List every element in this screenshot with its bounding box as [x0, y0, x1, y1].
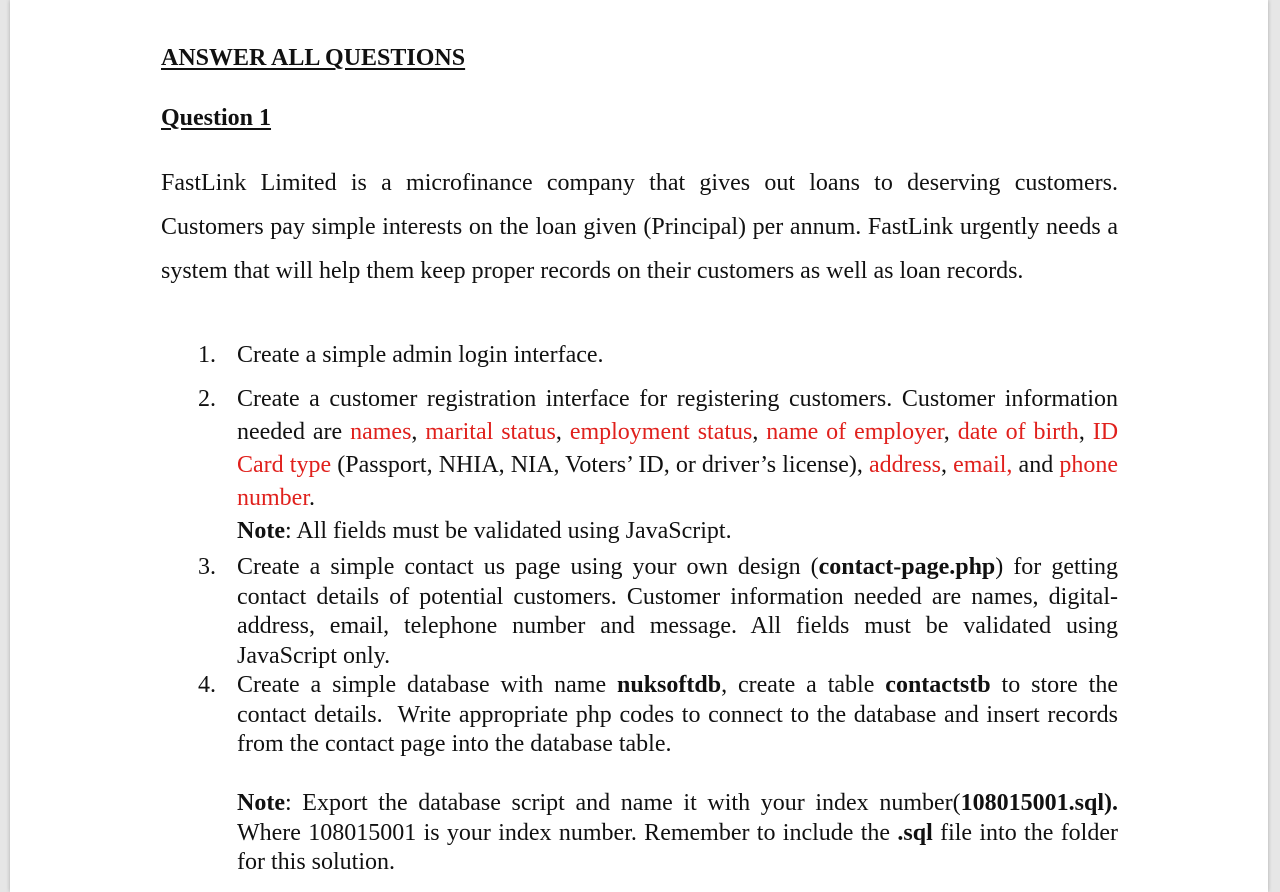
note-file: 108015001.sql).	[960, 790, 1118, 816]
list-number: 4.	[198, 672, 216, 698]
field-date-of-birth: date of birth	[957, 419, 1079, 445]
note-ext: .sql	[897, 819, 933, 846]
table-name: contactstb	[885, 672, 991, 698]
field-names: names	[350, 419, 412, 445]
list-text: Create a simple database with name nuksoftdb, create a table contactstb to store the contact details. Write appropriate php codes to connect to the database and insert records from the contact page into the database table. Note: Export the database script and name it with your index number(108015001.sql). Where 108015001 is your index number. Remember to include the .sql file into the folder for this solution.	[237, 672, 1125, 875]
db-name: nuksoftdb	[617, 672, 722, 698]
filename: contact-page.php	[818, 554, 996, 580]
note-label: Note	[237, 790, 285, 816]
field-name-of-employer: name of employer	[766, 419, 944, 445]
note-label: Note	[237, 518, 285, 544]
document-page	[10, 0, 1268, 892]
question-title: Question 1	[161, 105, 272, 131]
field-id-card-type: ID Card type	[237, 419, 1119, 478]
field-address: address	[869, 452, 941, 478]
field-marital-status: marital status	[425, 419, 556, 445]
list-text: Create a simple contact us page using your own design (contact-page.php) for getting contact details of potential customers. Customer information needed are names, digital-address, email, telephone number and message. All fields must be validated using JavaScript only.	[237, 554, 1118, 669]
list-number: 3.	[198, 554, 216, 580]
list-text: Create a customer registration interface for registering customers. Customer information needed are names, marital status, employment status, name of employer, date of birth, ID Card type (Passport, NHIA, NIA, Voters’ ID, or driver’s license), address, email, and phone number. Note: All fields must be validated using JavaScript.	[237, 386, 1119, 544]
intro-paragraph: FastLink Limited is a microfinance company that gives out loans to deserving customers. Customers pay simple interests on the loan given (Principal) per annum. FastLink urgently needs a system that will help them keep proper records on their customers as well as loan records.	[161, 170, 1118, 284]
field-email: email,	[953, 452, 1013, 478]
list-text: Create a simple admin login interface.	[237, 342, 604, 368]
list-number: 1.	[198, 342, 216, 368]
field-employment-status: employment status	[569, 419, 753, 445]
field-phone-number: phone number	[237, 452, 1118, 511]
document-heading: ANSWER ALL QUESTIONS	[161, 45, 466, 71]
list-number: 2.	[198, 386, 216, 412]
